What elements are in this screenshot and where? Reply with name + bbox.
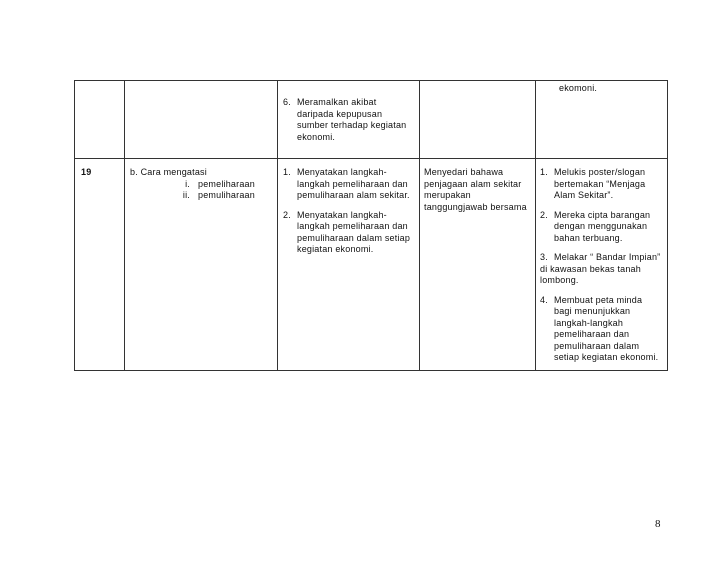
table-row bbox=[75, 81, 668, 159]
week-cell bbox=[75, 81, 125, 159]
list-item: 3. Melakar “ Bandar Impian” bbox=[540, 252, 661, 262]
table-row bbox=[75, 159, 668, 371]
week-number: 19 bbox=[81, 167, 92, 177]
topic-cell bbox=[125, 159, 278, 371]
page-number: 8 bbox=[655, 518, 661, 530]
list-item: 2. Mereka cipta barangan dengan menggunakan bahan terbuang. bbox=[540, 209, 651, 243]
schedule-table bbox=[74, 80, 668, 371]
week-cell bbox=[75, 159, 125, 371]
activity-cell bbox=[536, 81, 668, 159]
activity-continuation: ekomoni. bbox=[559, 83, 598, 93]
list-item: 2. Menyatakan langkah-langkah pemeliharaan dan pemuliharaan dalam setiap kegiatan ekonomi. bbox=[283, 209, 411, 254]
list-item: 1. Menyatakan langkah-langkah pemeliharaan dan pemuliharaan alam sekitar. bbox=[283, 167, 410, 200]
values-cell bbox=[420, 159, 536, 371]
topic-cell bbox=[125, 81, 278, 159]
values-text: Menyedari bahawa penjagaan alam sekitar merupakan tanggungjawab bersama bbox=[424, 167, 527, 212]
topic-heading: b. Cara mengatasi bbox=[130, 167, 207, 177]
values-cell bbox=[420, 81, 536, 159]
list-item: 6. Meramalkan akibat daripada kepupusan sumber terhadap kegiatan ekonomi. bbox=[283, 97, 407, 142]
outcome-cell bbox=[278, 159, 420, 371]
topic-sub-item: ii. pemuliharaan bbox=[182, 190, 255, 200]
outcome-cell bbox=[278, 81, 420, 159]
list-item: 1. Melukis poster/slogan bertemakan “Menjaga Alam Sekitar”. bbox=[540, 167, 646, 200]
list-item: di kawasan bekas tanah lombong. bbox=[540, 263, 641, 285]
list-item: 4. Membuat peta minda bagi menunjukkan langkah-langkah pemeliharaan dan pemuliharaan dalam setiap kegiatan ekonomi. bbox=[540, 294, 659, 362]
topic-sub-item: i. pemeliharaan bbox=[185, 178, 255, 189]
activity-cell bbox=[536, 159, 668, 371]
